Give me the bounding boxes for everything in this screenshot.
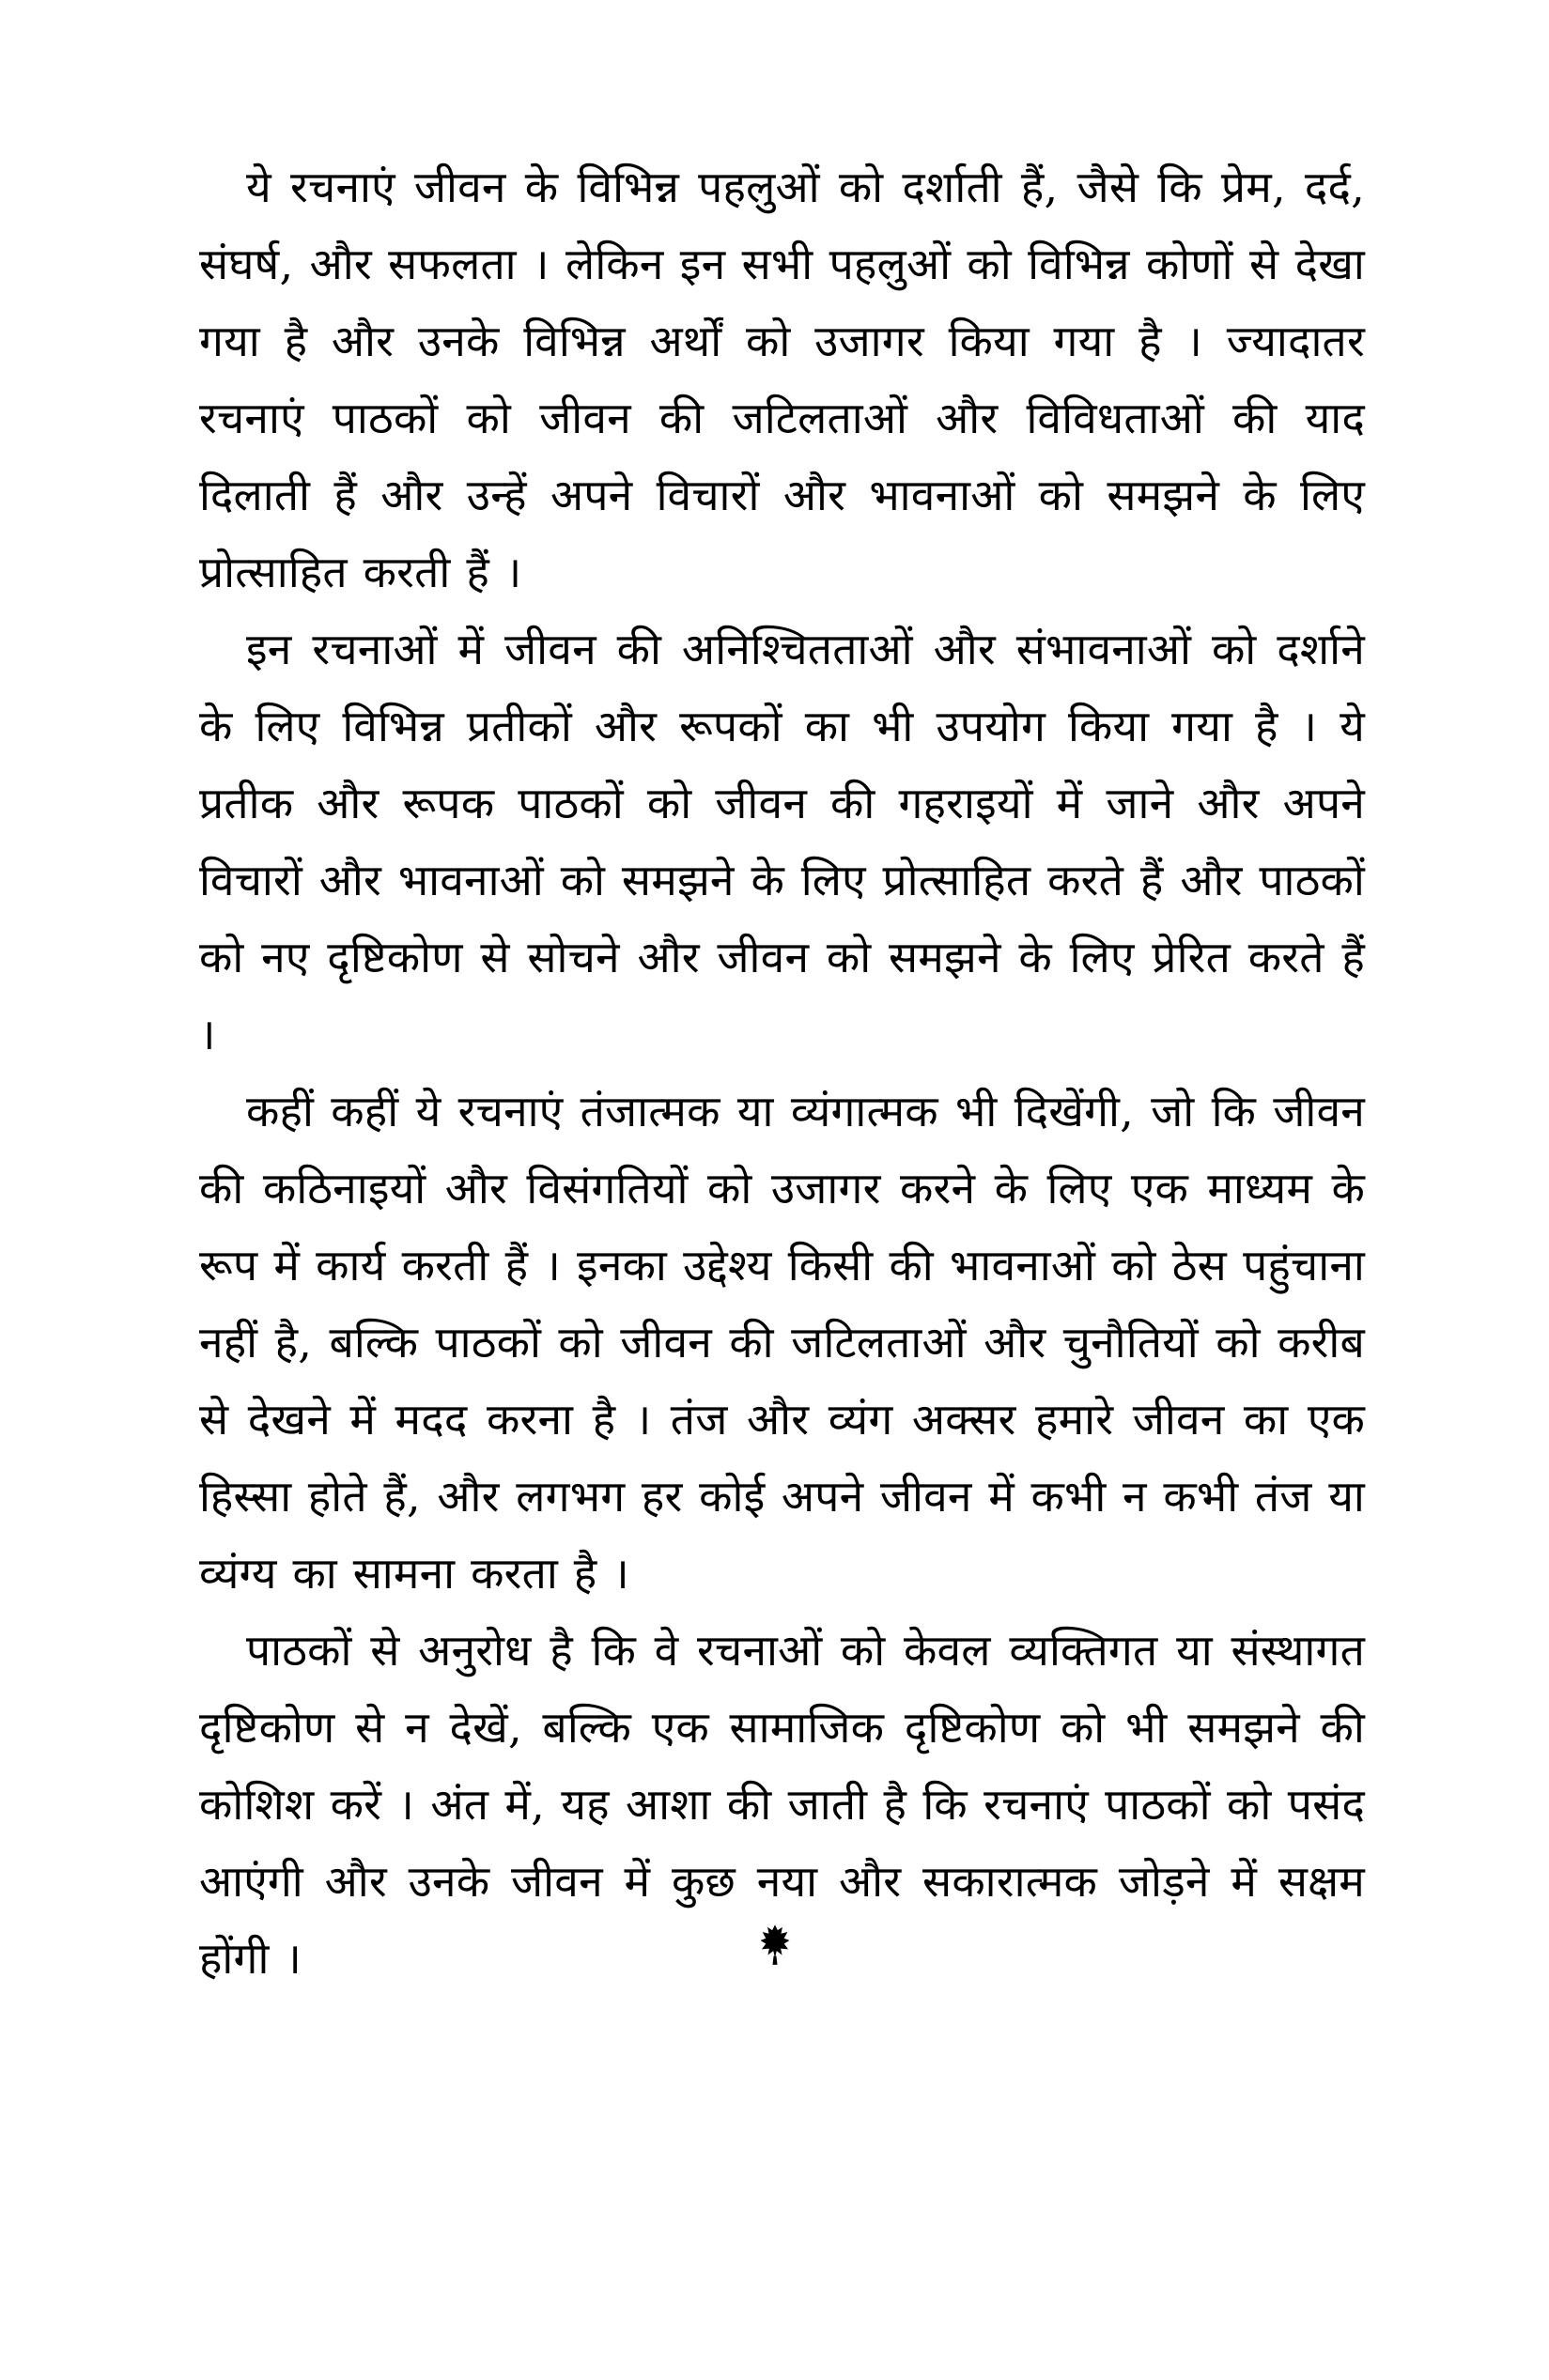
body-text (199, 148, 1365, 1997)
paragraph-4: पाठकों से अनुरोध है कि वे रचनाओं को केवल व्यक्तिगत या संस्थागत दृष्टिकोण से न देखें, बल्कि एक सामाजिक दृष्टिकोण को भी समझने की कोशिश करें । अंत में, यह आशा की जाती है कि रचनाएं पाठकों को पसंद आएंगी और उनके जीवन में कुछ नया और सकारात्मक जोड़ने में सक्षम होंगी । (199, 1625, 1365, 1984)
paragraph-1: ये रचनाएं जीवन के विभिन्न पहलुओं को दर्शाती हैं, जैसे कि प्रेम, दर्द, संघर्ष, और सफलता । लेकिन इन सभी पहलुओं को विभिन्न कोणों से देखा गया है और उनके विभिन्न अर्थों को उजागर किया गया है । ज्यादातर रचनाएं पाठकों को जीवन की जटिलताओं और विविधताओं की याद दिलाती हैं और उन्हें अपने विचारों और भावनाओं को समझने के लिए प्रोत्साहित करती हैं । (199, 162, 1365, 597)
maple-leaf-icon (758, 1924, 792, 1967)
page-ornament (0, 1924, 1549, 1970)
paragraph-2: इन रचनाओं में जीवन की अनिश्चितताओं और संभावनाओं को दर्शाने के लिए विभिन्न प्रतीकों और रूपकों का भी उपयोग किया गया है । ये प्रतीक और रूपक पाठकों को जीवन की गहराइयों में जाने और अपने विचारों और भावनाओं को समझने के लिए प्रोत्साहित करते हैं और पाठकों को नए दृष्टिकोण से सोचने और जीवन को समझने के लिए प्रेरित करते हैं । (199, 624, 1365, 1059)
paragraph-3: कहीं कहीं ये रचनाएं तंजात्मक या व्यंगात्मक भी दिखेंगी, जो कि जीवन की कठिनाइयों और विसंगतियों को उजागर करने के लिए एक माध्यम के रूप में कार्य करती हैं । इनका उद्देश्य किसी की भावनाओं को ठेस पहुंचाना नहीं है, बल्कि पाठकों को जीवन की जटिलताओं और चुनौतियों को करीब से देखने में मदद करना है । तंज और व्यंग अक्सर हमारे जीवन का एक हिस्सा होते हैं, और लगभग हर कोई अपने जीवन में कभी न कभी तंज या व्यंग्य का सामना करता है । (199, 1086, 1365, 1599)
